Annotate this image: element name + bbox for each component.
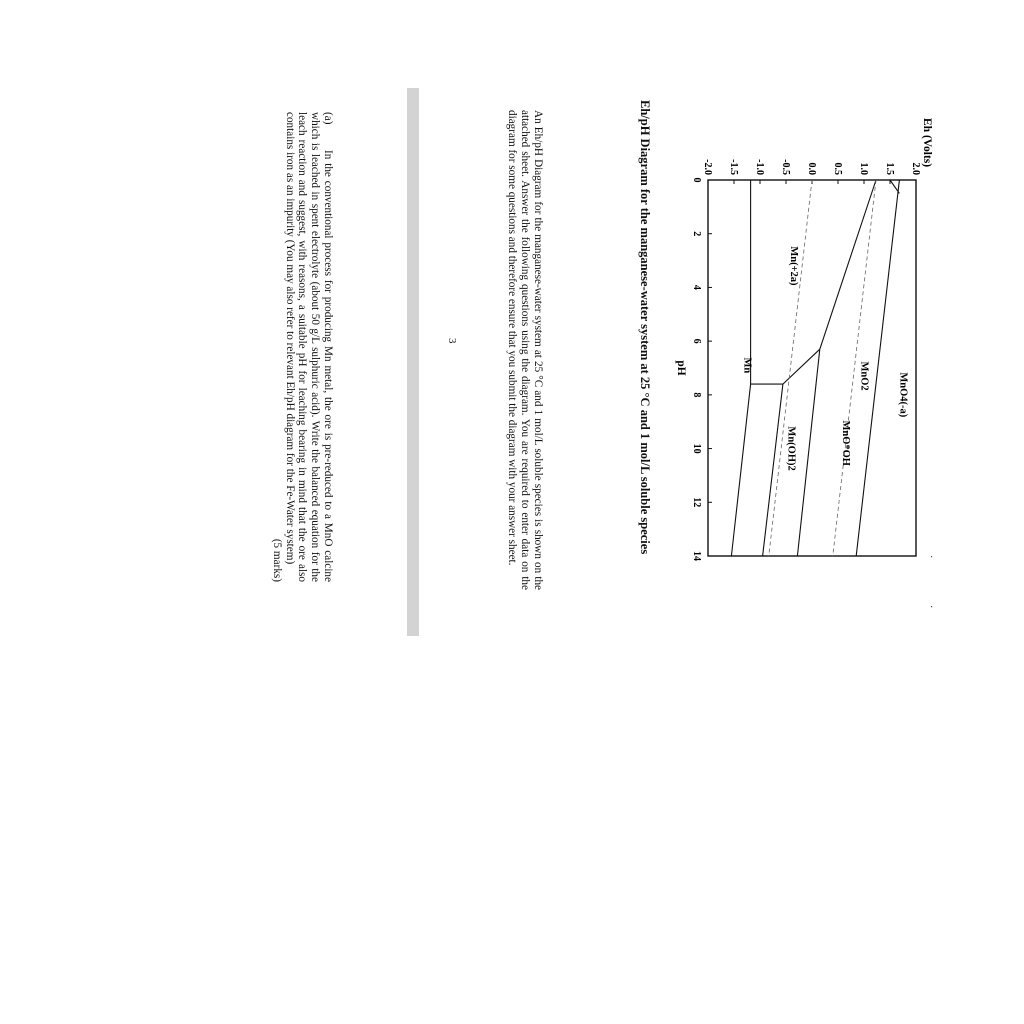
y-tick-label: 2.0 [910, 162, 921, 175]
y-tick-label: -2.0 [702, 159, 713, 175]
question-marks: (5 marks) [270, 538, 283, 582]
y-tick-label: -1.5 [728, 159, 739, 175]
y-tick-label: 1.5 [884, 162, 895, 175]
boundary-line [820, 180, 876, 349]
eh-ph-chart [644, 0, 1024, 724]
x-tick-label: 2 [691, 231, 702, 237]
question-label: (a) [322, 112, 334, 125]
boundary-line [833, 180, 876, 556]
page-number: 3 [446, 338, 458, 344]
chart-title: Eh/pH Diagram for the manganese-water system at 25 °C and 1 mol/L soluble species [638, 100, 652, 555]
boundary-line [763, 384, 783, 556]
y-axis-label: Eh (Volts) [921, 118, 933, 168]
y-tick-label: -1.0 [754, 159, 765, 175]
margin-mark: · [925, 555, 936, 559]
x-tick-label: 0 [691, 177, 702, 183]
boundary-line [797, 349, 819, 556]
region-label: Mn [741, 357, 753, 374]
boundary-line [783, 349, 820, 384]
x-tick-label: 14 [691, 551, 702, 561]
question-text: In the conventional process for producing Mn metal, the ore is pre-reduced to a MnO calcine which is leached in spent electrolyte (about 50 g/L sulphuric acid). Write the balanced equation for the leach reaction and suggest, with reasons, a suitable pH for leaching bearing in mind that the ore also contains iron as an impurity (You may also refer to relevant Eh/pH diagram for the Fe-Water system) [283, 112, 334, 582]
region-label: MnO*OH [840, 420, 852, 466]
rotated-document [270, 0, 1024, 1024]
x-tick-label: 12 [691, 497, 702, 508]
boundary-line [731, 384, 750, 556]
x-tick-label: 8 [691, 392, 702, 398]
plot-frame [708, 180, 916, 556]
region-label: MnO2 [858, 361, 870, 391]
region-label: Mn(+2a) [788, 246, 800, 286]
y-tick-label: 0.0 [806, 162, 817, 175]
intro-paragraph: An Eh/pH Diagram for the manganese-water system at 25 °C and 1 mol/L soluble species is shown on the attached sheet. Answer the following questions using the diagram. You are required to enter data on the diagram for some questions and therefore ensure that you submit the diagram with your answer sheet. [506, 110, 544, 590]
margin-mark: · [925, 605, 936, 609]
boundary-line [890, 180, 899, 193]
x-tick-label: 4 [691, 284, 702, 290]
x-tick-label: 6 [691, 338, 702, 344]
y-tick-label: -0.5 [780, 159, 791, 175]
x-tick-label: 10 [691, 443, 702, 454]
question-a [270, 112, 334, 582]
region-label: Mn(OH)2 [785, 426, 797, 471]
region-label: MnO4(-a) [897, 372, 909, 418]
boundary-line [769, 180, 812, 556]
y-tick-label: 1.0 [858, 162, 869, 175]
x-axis-label: pH [675, 360, 687, 376]
y-tick-label: 0.5 [832, 162, 843, 175]
